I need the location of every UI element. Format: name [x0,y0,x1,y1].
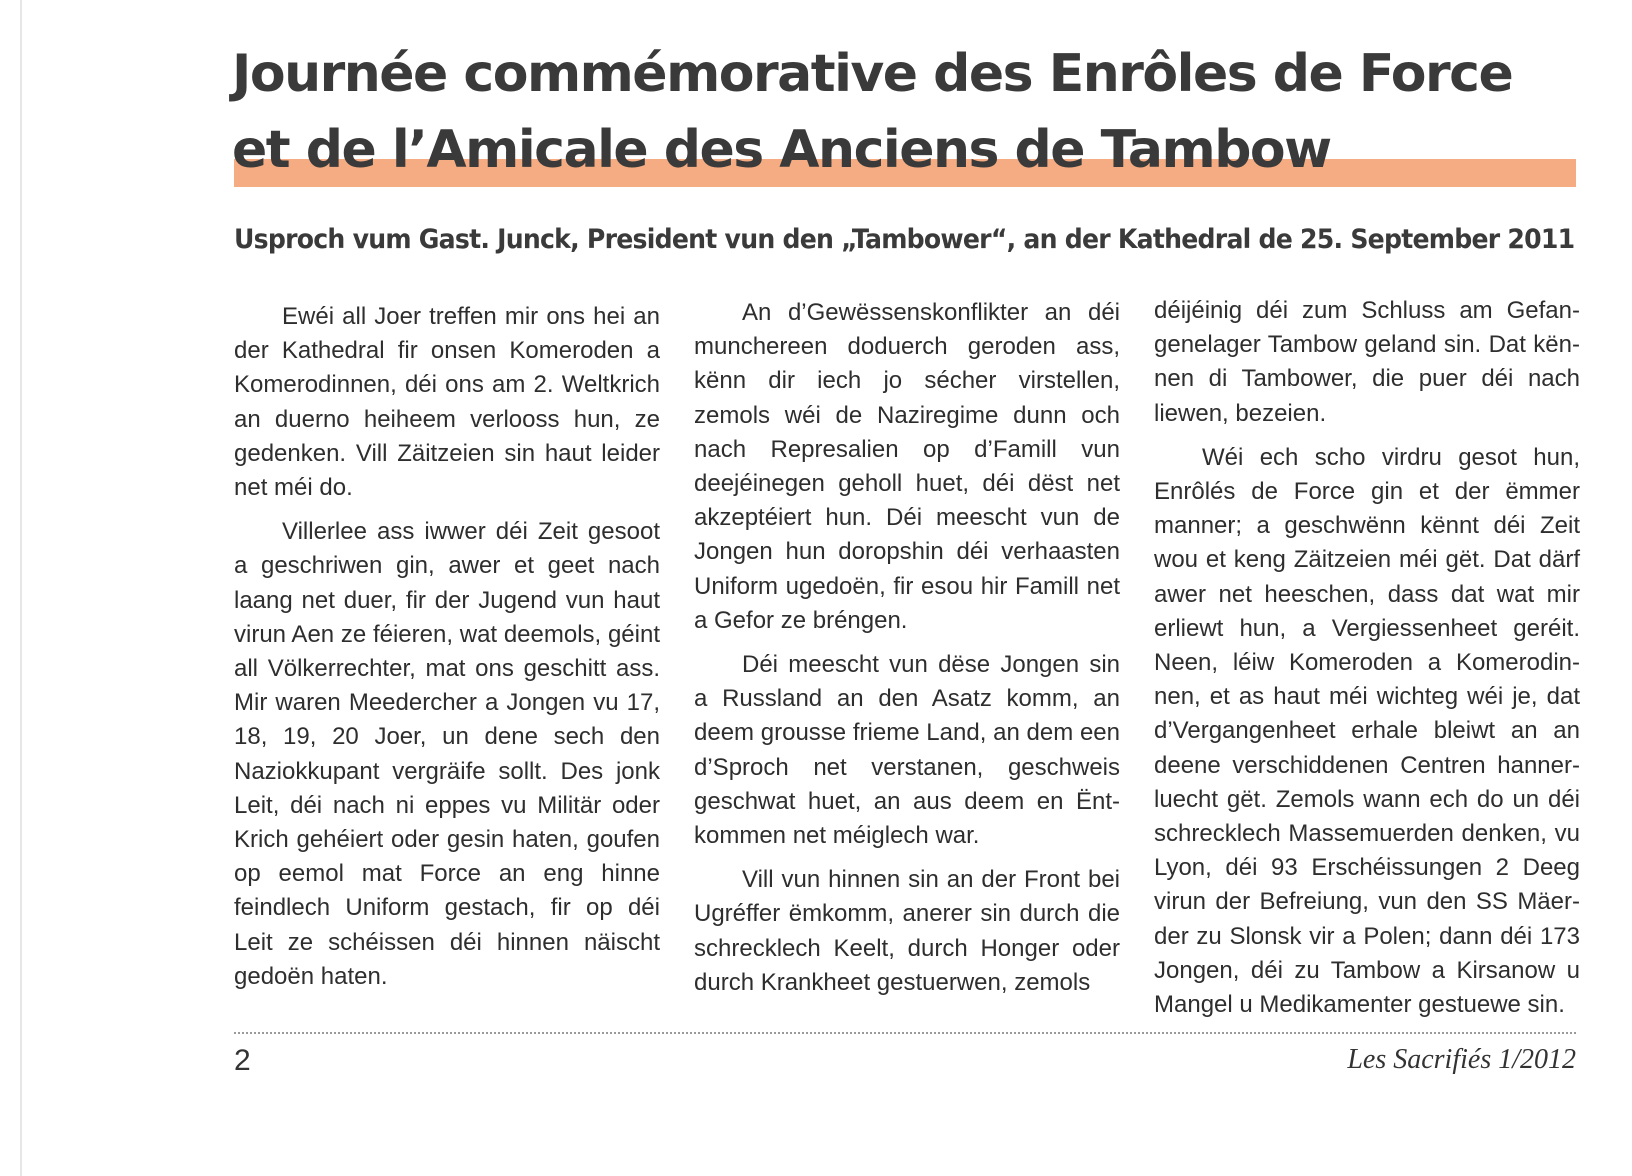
article-subtitle: Usproch vum Gast. Junck, President vun den „Tambower“, an der Kathedral de 25. September 2011 [234,224,1575,255]
paragraph: Wéi ech scho virdru gesot hun, Enrôlés de Force gin et der ëmmer manner; a geschwënn kënnt déi Zeit wou et keng Zäitzeien méi gët. Dat därf awer net heeschen, dass dat wat mir erliewt hun, a Vergiessenheet geréit. Neen, léiw Komeroden a Komerodinnen, et as haut méi wichteg wéi je, dat d’Vergangenheet erhale bleiwt an an deene verschiddenen Centren hannerluecht gët. Zemols wann ech do un déi schrecklech Massemuerden denken, vu Lyon, déi 93 Erschéissungen 2 Deeg virun der Befreiung, vun den SS Mäerder zu Slonsk vir a Polen; dann déi 173 Jongen, déi zu Tambow a Kirsanow u Mangel u Medikamenter gestuewe sin. [1154,443,1580,1019]
paragraph: An d’Gewëssenskonflikter an déi munchereen doduerch geroden ass, kënn dir iech jo sécher virstellen, zemols wéi de Naziregime dunn och nach Represalien op d’Famill vun deejéinegen geholl huet, déi dëst net akzeptéiert hun. Déi meescht vun de Jongen hun doropshin déi verhaasten Uniform ugedoën, fir esou hir Famill net a Gefor ze bréngen. [694,299,1120,634]
paragraph: Vill vun hinnen sin an der Front bei Ugréffer ëmkomm, anerer sin durch die schrecklech Keelt, durch Honger oder durch Krankheet gestuerwen, zemols [694,866,1120,996]
paragraph: Villerlee ass iwwer déi Zeit gesoot a geschriwen gin, awer et geet nach laang net duer, fir der Jugend vun haut virun Aen ze féieren, wat deemols, géint all Völkerrechter, mat ons geschitt ass. Mir waren Meedercher a Jongen vu 17, 18, 19, 20 Joer, un dene sech den Naziokkupant vergräife sollt. Des jonk Leit, déi nach ni eppes vu Militär oder Krich gehéiert oder gesin haten, goufen op eemol mat Force an eng hinne feindlech Uniform gestach, fir op déi Leit ze schéissen déi hinnen näischt gedoën haten. [234,518,660,990]
paragraph: Déi meescht vun dëse Jongen sin a Russland an den Asatz komm, an deem grousse frieme Land, an dem een d’Sproch net verstanen, geschweis geschwat huet, an aus deem en Ëntkommen net méiglech war. [694,651,1120,850]
publication-name: Les Sacrifiés 1/2012 [1347,1044,1576,1075]
article-title [232,36,1592,188]
paragraph: Ewéi all Joer treffen mir ons hei an der Kathedral fir onsen Komeroden a Komerodinnen, déi ons am 2. Weltkrich an duerno heiheem verlooss hun, ze gedenken. Vill Zäitzeien sin haut leider net méi do. [234,303,660,502]
article-body [234,296,1580,1019]
page-edge [20,0,22,1176]
paragraph-continued: déijéinig déi zum Schluss am Gefangenelager Tambow geland sin. Dat kënnen di Tambower, die puer déi nach liewen, bezeien. [1154,297,1580,427]
column-3 [1154,294,1580,1032]
title-line-1: Journée commémorative des Enrôles de Force [232,44,1513,104]
title-line-2: et de l’Amicale des Anciens de Tambow [232,120,1331,180]
column-2 [694,296,1120,1010]
column-1 [234,300,660,1004]
footer-divider [234,1032,1576,1034]
page-number: 2 [234,1044,251,1077]
